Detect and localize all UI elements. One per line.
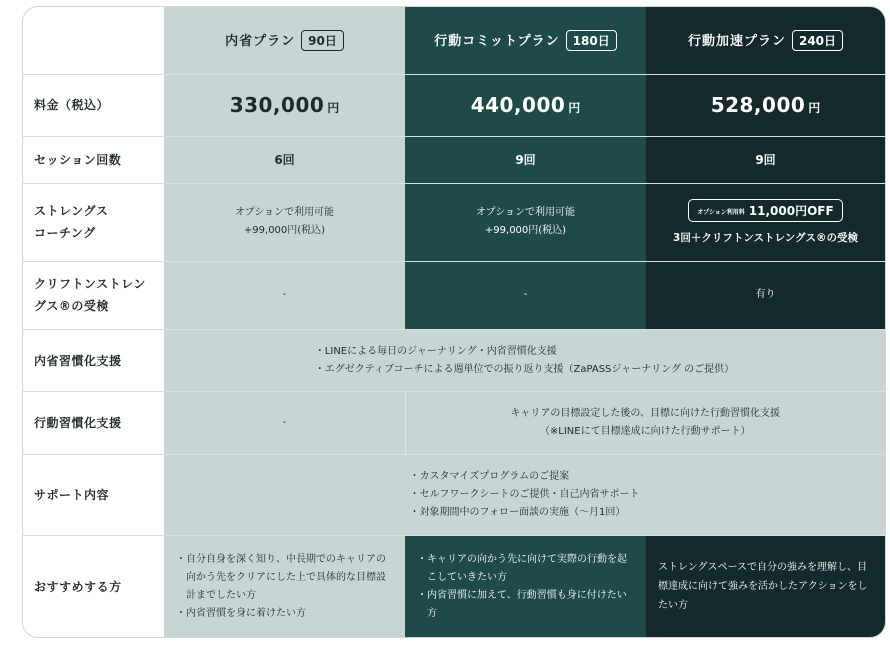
days-badge: 240日: [792, 30, 843, 51]
plan-header-introspection: 内省プラン 90日: [164, 7, 405, 74]
row-label-strengths-coaching: ストレングス コーチング: [23, 183, 164, 261]
introspection-cell: [164, 329, 885, 391]
clifton-cell: -: [164, 261, 405, 329]
support-cell: [164, 455, 885, 536]
strengths-cell: オプションで利用可能 +99,000円(税込): [405, 183, 646, 261]
row-label-price: 料金（税込）: [23, 74, 164, 136]
action-cell-plan23: キャリアの目標設定した後の、目標に向けた行動習慣化支援 （※LINEにて目標達成に向けた行動サポート）: [405, 392, 885, 455]
sessions-cell: 9回: [646, 136, 885, 183]
recommend-row: [23, 536, 885, 637]
strengths-cell: オプションで利用可能 +99,000円(税込): [164, 183, 405, 261]
action-row: [23, 392, 885, 455]
strengths-cell: オプション利用料 11,000円OFF 3回＋クリフトンストレングス®の受検: [646, 183, 885, 261]
support-list: ・ カスタマイズプログラムのご提案 ・ セルフワークシートのご提供・自己内省サポート ・ 対象期間中のフォロー面談の実施（〜月1回）: [410, 468, 640, 522]
recommend-cell: ・ キャリアの向かう先に向けて実際の行動を起こしていきたい方 ・ 内省習慣に加えて、行動習慣も身に付けたい方: [405, 536, 646, 637]
price-cell: 528,000 円: [646, 74, 885, 136]
row-label-support: サポート内容: [23, 455, 164, 536]
price-cell: 440,000 円: [405, 74, 646, 136]
row-label-introspection: 内省習慣化支援: [23, 329, 164, 391]
row-label-action: 行動習慣化支援: [23, 392, 164, 455]
plan-header-action-accelerate: 行動加速プラン 240日: [646, 7, 885, 74]
strengths-coaching-row: [23, 183, 885, 261]
introspection-row: [23, 329, 885, 391]
introspection-list: ・ LINEによる毎日のジャーナリング・内省習慣化支援 ・ エグゼクティブコーチによる週単位での振り返り支援（ZaPASSジャーナリング のご提供）: [315, 343, 734, 379]
row-label-clifton: クリフトンストレン グス®の受検: [23, 261, 164, 329]
header-row: [23, 7, 885, 74]
clifton-cell: -: [405, 261, 646, 329]
discount-badge: オプション利用料 11,000円OFF: [688, 199, 842, 222]
plan-comparison-table: [22, 6, 886, 638]
sessions-row: [23, 136, 885, 183]
header-empty-cell: [23, 7, 164, 74]
sessions-cell: 9回: [405, 136, 646, 183]
recommend-cell: ・ 自分自身を深く知り、中長期でのキャリアの向かう先をクリアにした上で具体的な目標設計までしたい方 ・ 内省習慣を身に着けたい方: [164, 536, 405, 637]
support-row: [23, 455, 885, 536]
row-label-sessions: セッション回数: [23, 136, 164, 183]
clifton-cell: 有り: [646, 261, 885, 329]
clifton-row: [23, 261, 885, 329]
price-row: [23, 74, 885, 136]
days-badge: 180日: [566, 30, 617, 51]
plan-header-action-commit: 行動コミットプラン 180日: [405, 7, 646, 74]
price-cell: 330,000 円: [164, 74, 405, 136]
days-badge: 90日: [301, 30, 344, 51]
recommend-cell: ストレングスペースで自分の強みを理解し、目標達成に向けて強みを活かしたアクションをしたい方: [646, 536, 885, 637]
action-cell-plan1: -: [164, 392, 405, 455]
row-label-recommend: おすすめする方: [23, 536, 164, 637]
sessions-cell: 6回: [164, 136, 405, 183]
